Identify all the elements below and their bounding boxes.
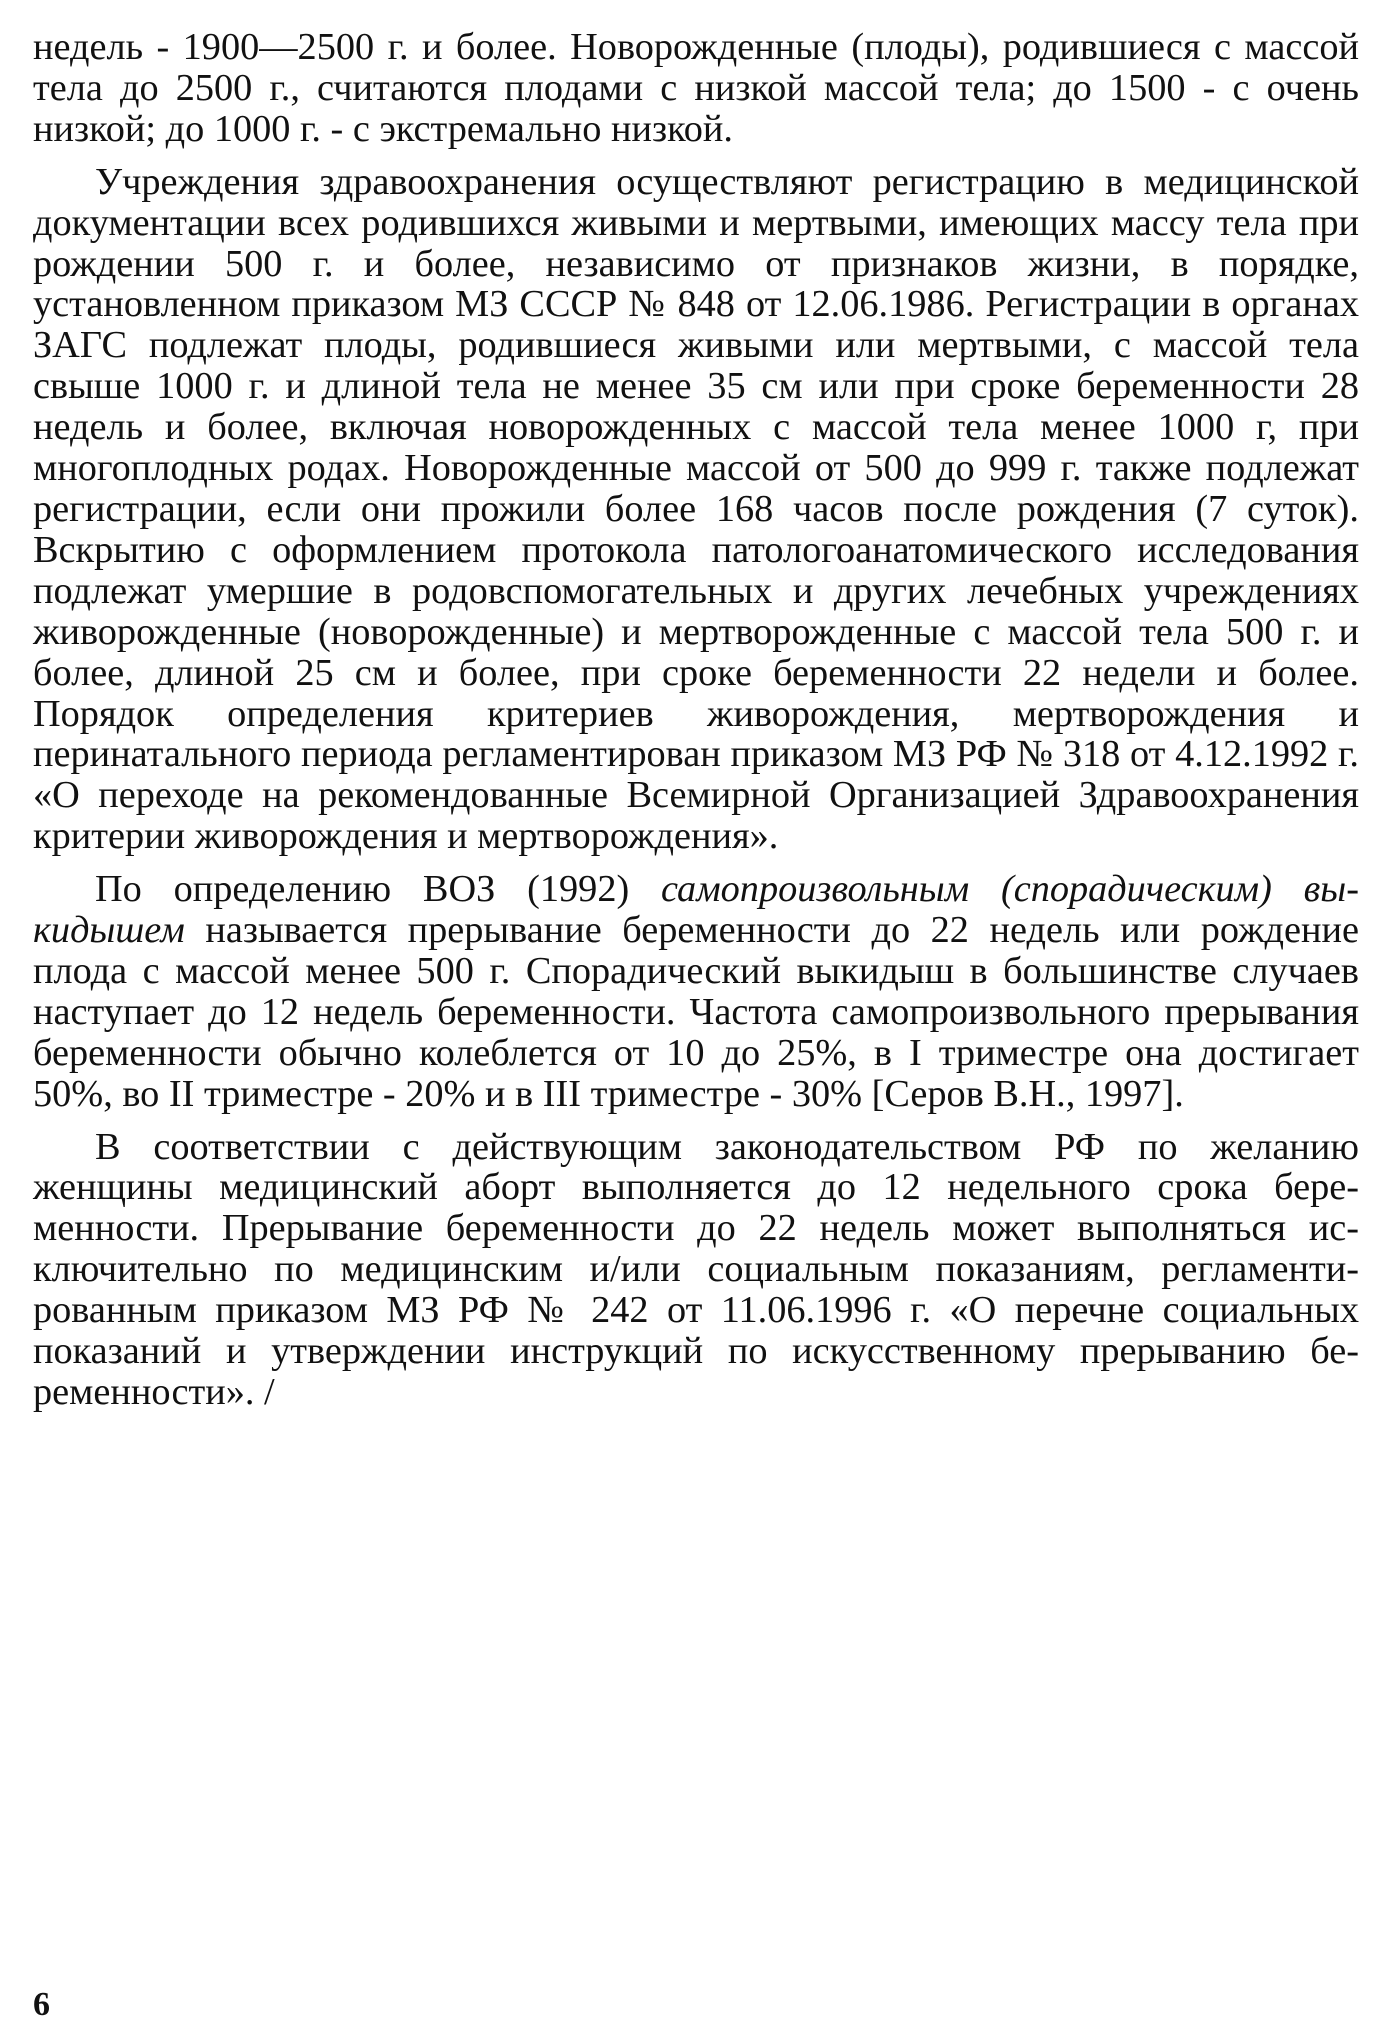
page-number: 6: [33, 1986, 50, 2023]
paragraph-3-italic-term: самопроизвольным (спорадическим) выкидышем: [33, 868, 1359, 952]
paragraph-3: [33, 869, 1359, 1114]
paragraph-3-lead: По определению ВОЗ (1992): [95, 868, 662, 911]
paragraph-1: недель - 1900—2500 г. и более. Новорожденные (плоды), родившиеся с массой тела до 2500 г., считаются плодами с низкой массой тела; до 1500 - с очень низкой; до 1000 г. - с экстремально низкой.: [33, 26, 1359, 150]
paragraph-2: Учреждения здравоохранения осуществляют регистрацию в медицинской документации всех родившихся живыми и мертвыми, имеющих массу тела при рождении 500 г. и более, независимо от признаков жизни, в порядке, установленном приказом МЗ СССР № 848 от 12.06.1986. Регистрации в органах ЗАГС подлежат плоды, родившиеся живыми или мертвыми, с массой тела свыше 1000 г. и длиной тела не менее 35 см или при сроке беременности 28 недель и более, включая новорожденных с массой тела менее 1000 г, при многоплодных родах. Новорожденные массой от 500 до 999 г. также подлежат регистрации, если они прожили более 168 часов после рождения (7 суток). Вскрытию с оформлением протокола патологоанатомического исследования подлежат умершие в родовспомогательных и других лечебных учреждениях живорожденные (новорожденные) и мертворожденные с массой тела 500 г. и более, длиной 25 см и более, при сроке беременности 22 недели и более. Порядок определения критериев живорождения, мертворождения и перинатального периода регламентирован приказом МЗ РФ № 318 от 4.12.1992 г. «О переходе на рекомендованные Всемирной Организацией Здравоохранения критерии живорождения и мертворождения».: [33, 160, 1359, 858]
page-body: [33, 27, 1359, 1425]
paragraph-4: В соответствии с действующим законодательством РФ по желанию женщины медицинский аборт выполняется до 12 недельного срока беременности. Прерывание беременности до 22 недель может выполняться исключительно по медицинским и/или социальным показаниям, регламентированным приказом МЗ РФ № 242 от 11.06.1996 г. «О перечне социальных показаний и утверждении инструкций по искусственному прерыванию беременности». /: [33, 1125, 1359, 1413]
paragraph-3-rest: называется прерывание беременности до 22 недель или рождение плода с массой менее 500 г. Спорадический выкидыш в большинстве случаев наступает до 12 недель беременности. Частота самопроизвольного прерывания беременности обычно колеблется от 10 до 25%, в I триместре она достигает 50%, во II триместре - 20% и в III триместре - 30% [Серов В.Н., 1997].: [33, 909, 1359, 1115]
